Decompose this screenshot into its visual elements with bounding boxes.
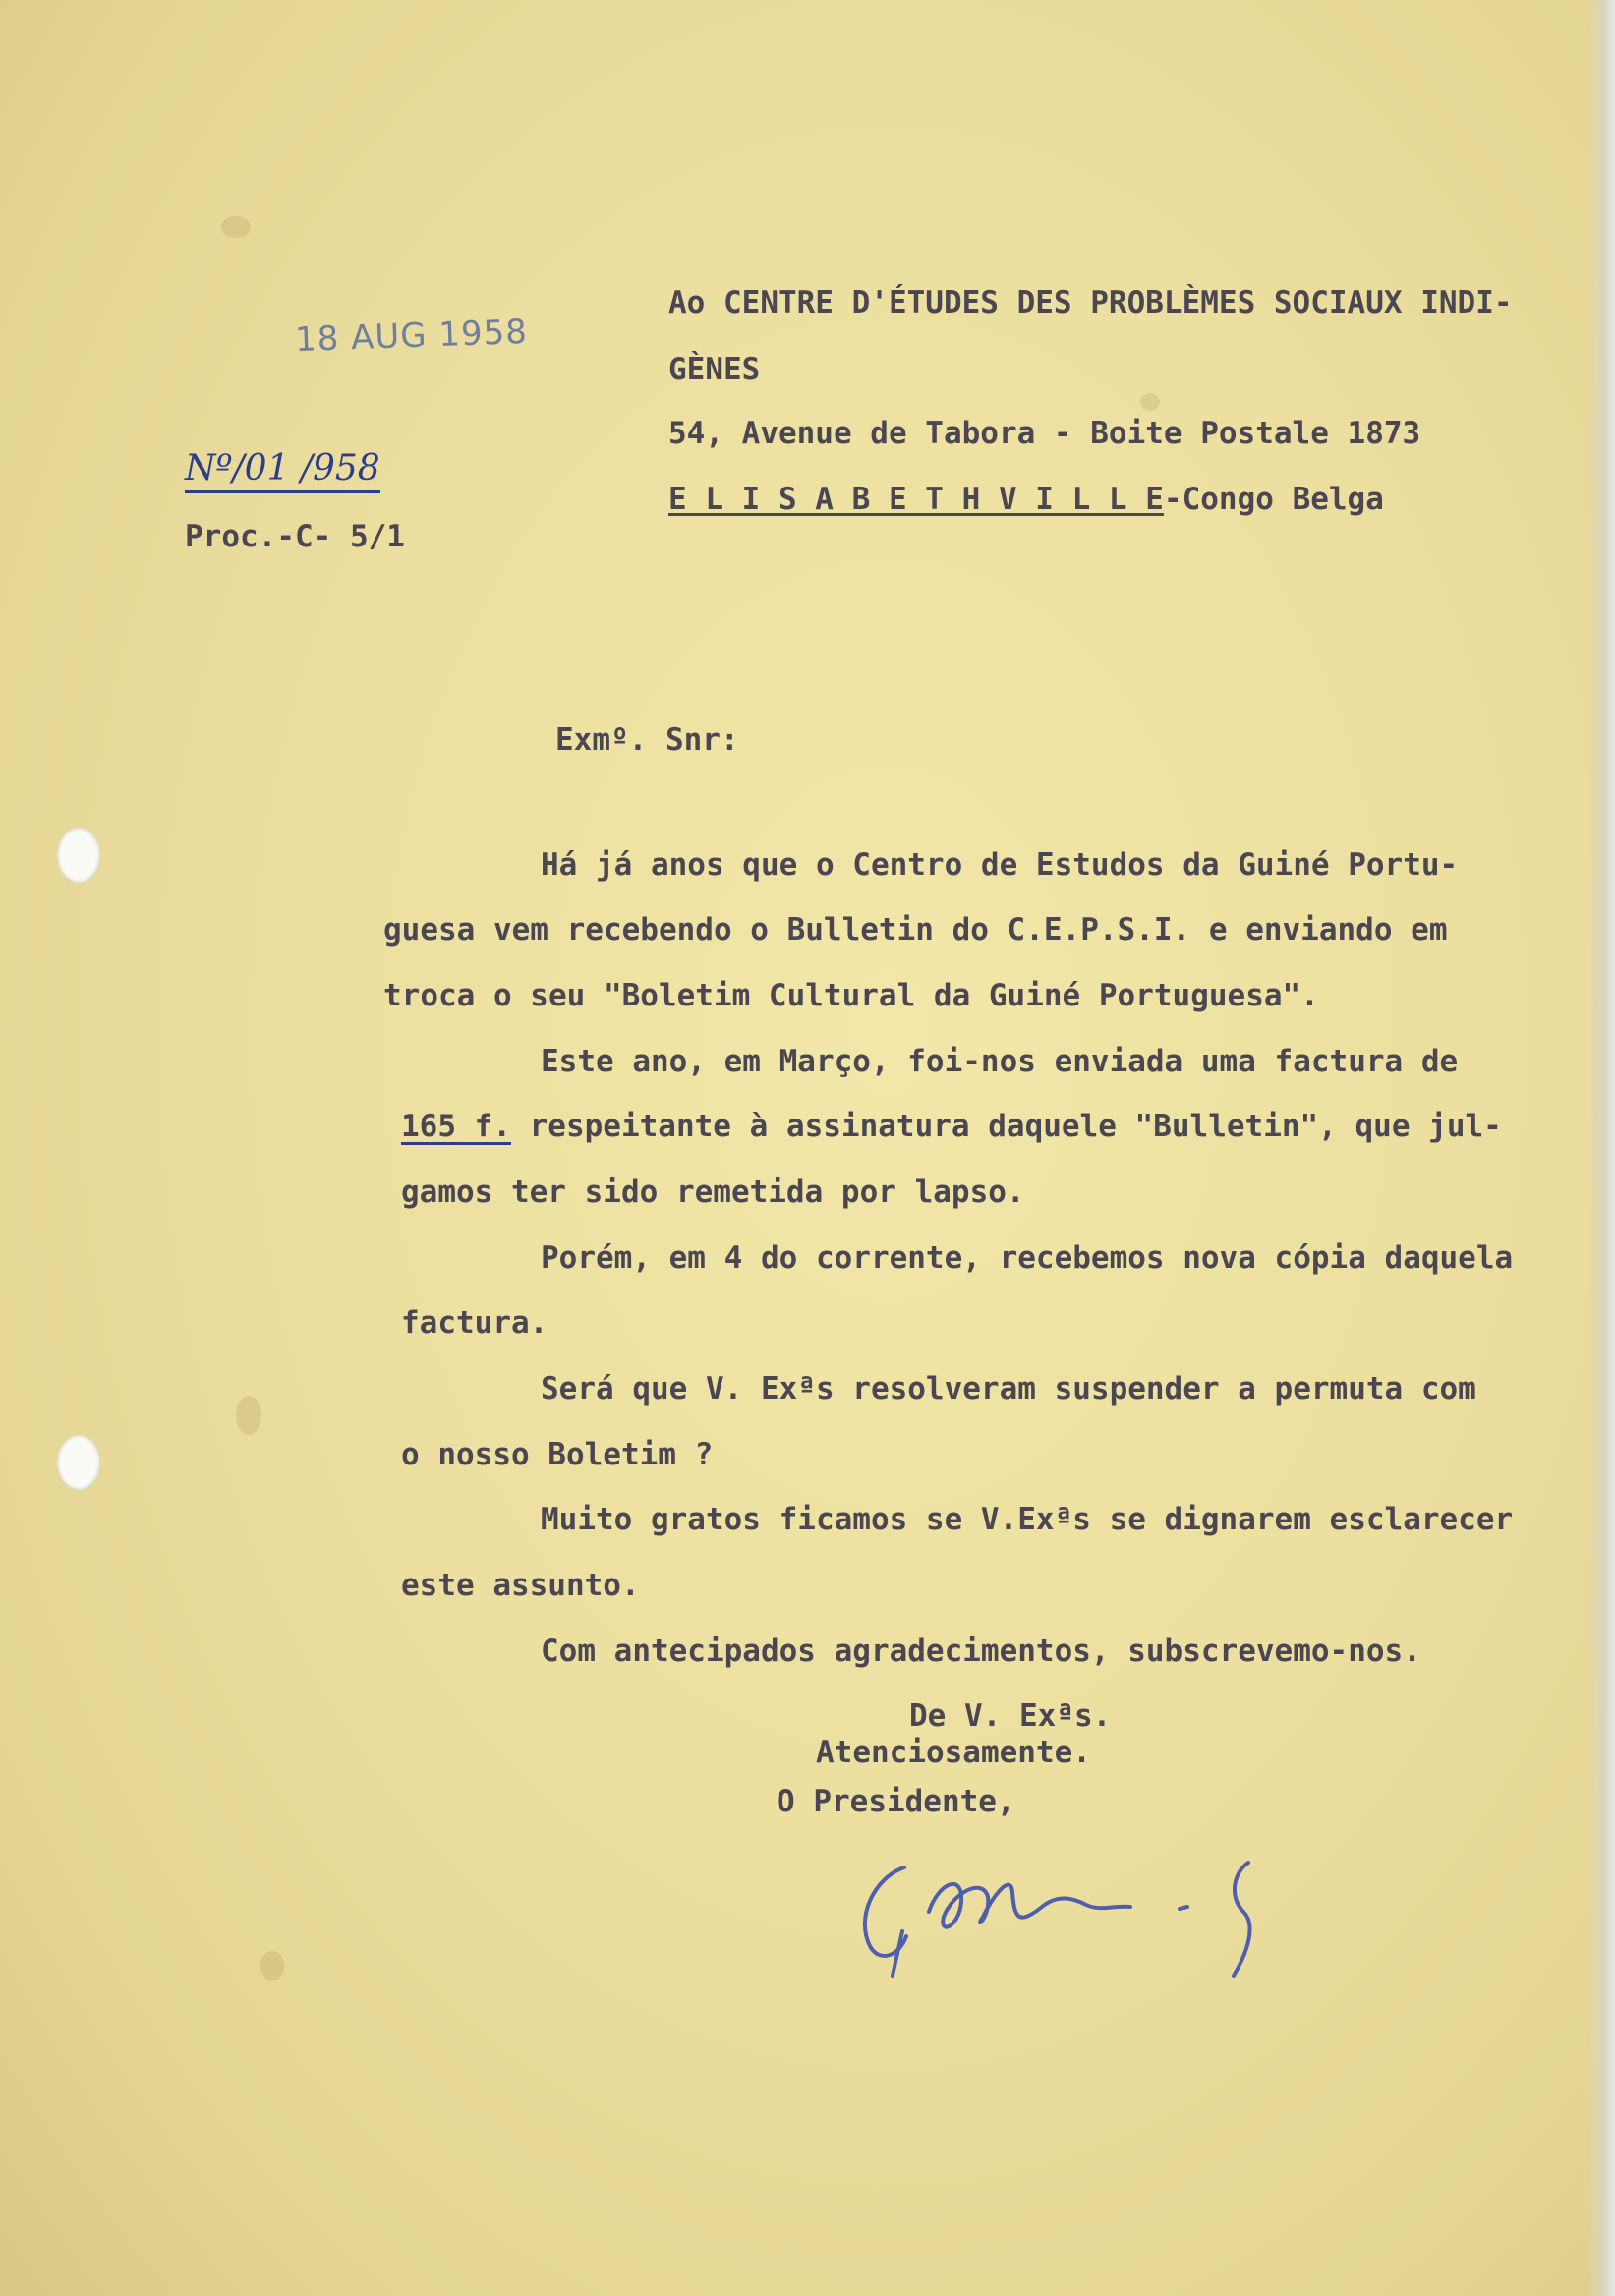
closing-line: Atenciosamente.: [816, 1735, 1091, 1770]
invoice-amount: 165 f.: [401, 1109, 511, 1144]
body-line: [401, 1109, 1502, 1144]
recipient-line-1: Ao CENTRE D'ÉTUDES DES PROBLÈMES SOCIAUX INDI-: [668, 285, 1513, 320]
handwritten-signature: [845, 1838, 1278, 1985]
body-line: Há já anos que o Centro de Estudos da Guiné Portu-: [541, 847, 1459, 883]
body-line: Porém, em 4 do corrente, recebemos nova cópia daquela: [541, 1240, 1514, 1276]
body-line: Será que V. Exªs resolveram suspender a permuta com: [541, 1371, 1476, 1406]
punch-hole-top: [57, 828, 100, 883]
body-line: guesa vem recebendo o Bulletin do C.E.P.S.I. e enviando em: [383, 912, 1448, 947]
paper-stain: [260, 1951, 284, 1980]
reference-number-value: /01 /958: [232, 448, 379, 493]
paper-stain: [236, 1396, 261, 1435]
body-line: o nosso Boletim ?: [401, 1437, 714, 1472]
body-line-rest: respeitante à assinatura daquele "Bulletin", que jul-: [510, 1109, 1502, 1144]
body-line: Com antecipados agradecimentos, subscrevemo-nos.: [541, 1634, 1421, 1669]
paper-stain: [221, 216, 251, 238]
reference-number-prefix: Nº: [185, 448, 232, 493]
recipient-city-line: [668, 482, 1384, 517]
punch-hole-bottom: [57, 1435, 100, 1490]
body-line: troca o seu "Boletim Cultural da Guiné Portuguesa".: [383, 978, 1319, 1013]
recipient-street: 54, Avenue de Tabora - Boite Postale 1873: [668, 416, 1421, 451]
page-edge-shadow: [1587, 0, 1615, 2296]
recipient-country: -Congo Belga: [1163, 482, 1384, 517]
body-line: Este ano, em Março, foi-nos enviada uma factura de: [541, 1044, 1459, 1079]
paper-stain: [1140, 393, 1160, 411]
reference-number: [185, 448, 380, 488]
body-line: Muito gratos ficamos se V.Exªs se dignarem esclarecer: [541, 1502, 1514, 1537]
recipient-city: E L I S A B E T H V I L L E: [668, 482, 1164, 517]
recipient-line-2: GÈNES: [668, 352, 761, 387]
body-line: gamos ter sido remetida por lapso.: [401, 1175, 1025, 1210]
salutation: Exmº. Snr:: [555, 722, 739, 758]
date-stamp: 18 AUG 1958: [294, 312, 529, 361]
body-line: este assunto.: [401, 1568, 640, 1603]
body-line: factura.: [401, 1305, 548, 1341]
closing-line: O Presidente,: [777, 1784, 1015, 1819]
closing-line: De V. Exªs.: [909, 1698, 1112, 1734]
process-reference: Proc.-C- 5/1: [185, 519, 405, 554]
